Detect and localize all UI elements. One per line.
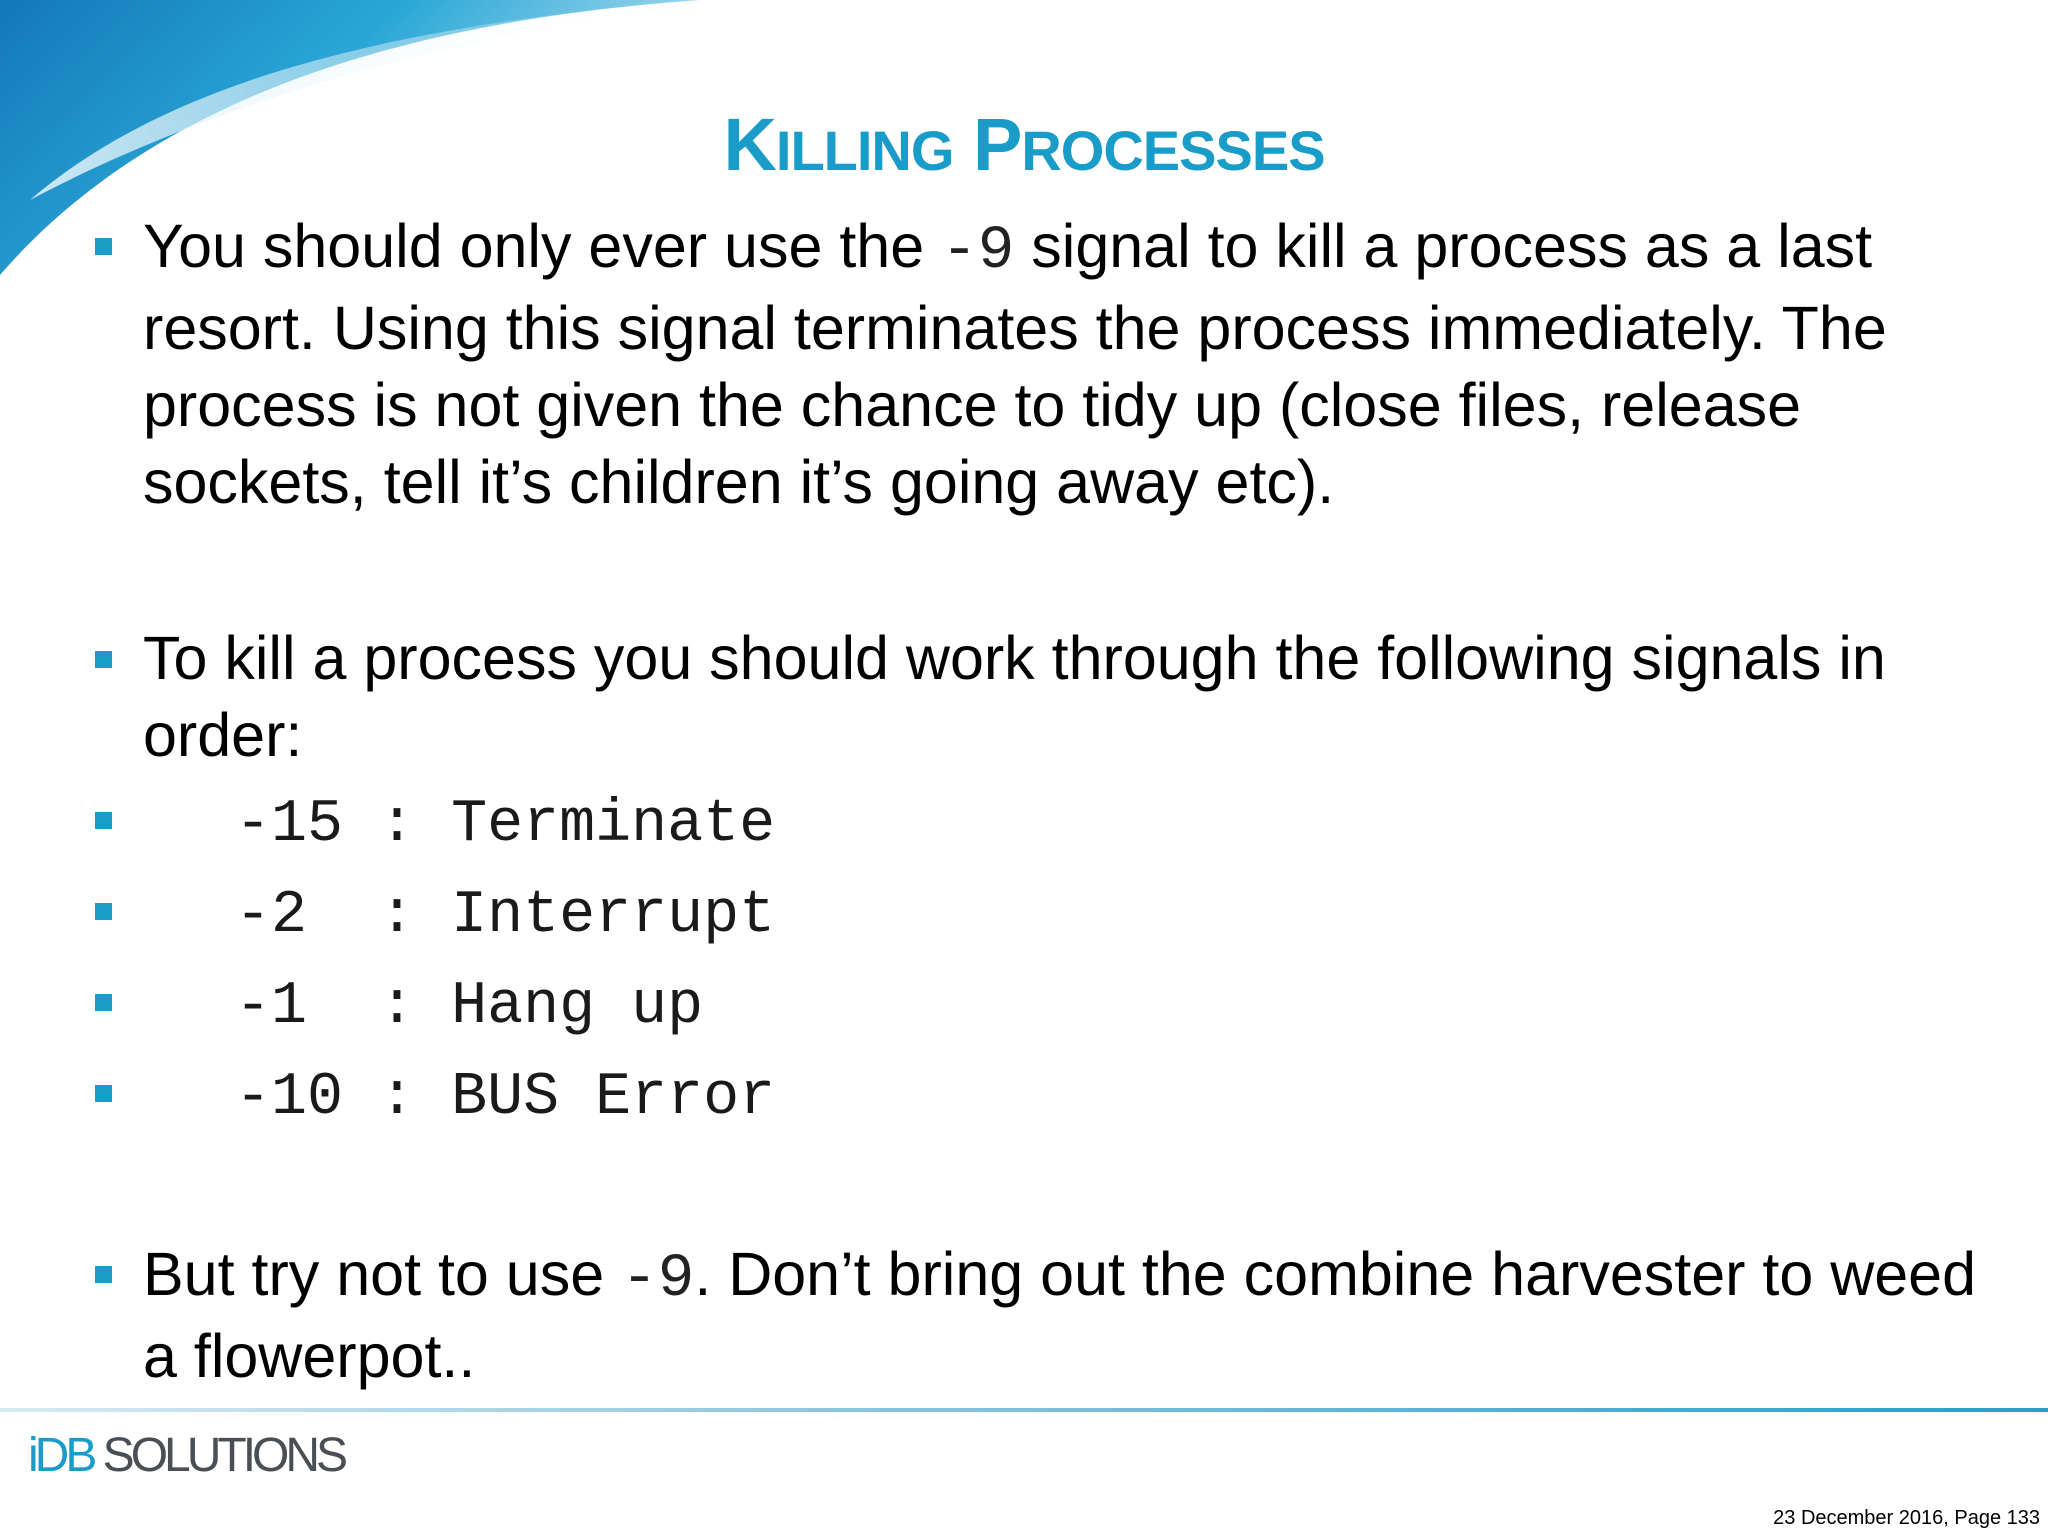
signal-row-bus-error: -10 : BUS Error bbox=[235, 1064, 776, 1132]
bullet-marker bbox=[95, 1266, 112, 1283]
bullet-item-1: You should only ever use the -9 signal to kill a process as a last resort. Using this signal terminates the process immediately. The process is not given the chance to tidy up (close files, release sockets, tell it’s children it’s going away etc). bbox=[143, 212, 1887, 516]
bullet-marker bbox=[95, 238, 112, 255]
bullet-marker bbox=[95, 903, 112, 920]
signal-row-terminate: -15 : Terminate bbox=[235, 791, 776, 859]
title-word-1: KILLING bbox=[723, 103, 954, 186]
signal-code: -9 bbox=[621, 1245, 695, 1314]
signal-row-interrupt: -2 : Interrupt bbox=[235, 882, 776, 950]
slide-title bbox=[0, 100, 2048, 196]
bullet-marker bbox=[95, 651, 112, 668]
bullet-marker bbox=[95, 994, 112, 1011]
bullet-item-2: To kill a process you should work through the following signals in order: bbox=[143, 624, 1886, 769]
footer-date-page: 23 December 2016, Page 133 bbox=[1773, 1507, 2040, 1529]
bullet-marker bbox=[95, 812, 112, 829]
bullet-marker bbox=[95, 1085, 112, 1102]
title-word-2: PROCESSES bbox=[972, 103, 1325, 186]
bullet-item-3: But try not to use -9. Don’t bring out the combine harvester to weed a flowerpot.. bbox=[143, 1240, 1977, 1390]
signal-row-hang-up: -1 : Hang up bbox=[235, 973, 704, 1041]
company-logo: iDB SOLUTIONS bbox=[28, 1429, 345, 1482]
signal-code: -9 bbox=[941, 217, 1015, 286]
footer-divider bbox=[0, 1408, 2048, 1412]
